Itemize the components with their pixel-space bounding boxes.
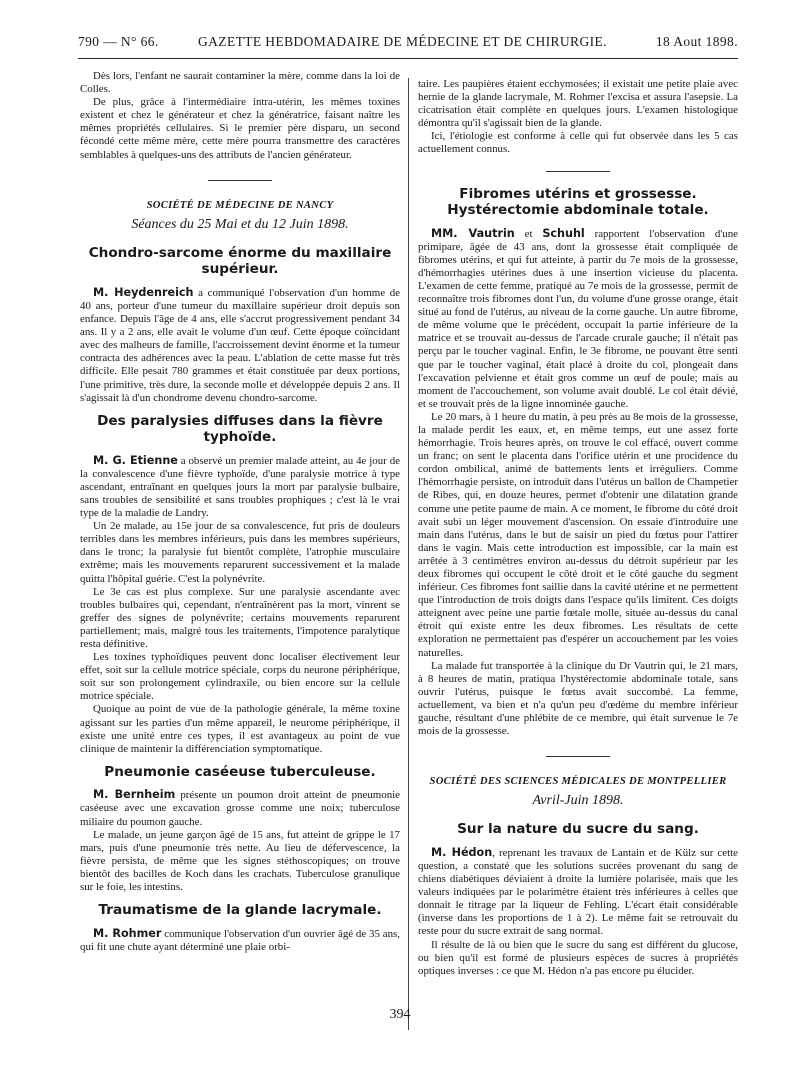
paragraph: Ici, l'étiologie est conforme à celle qui fut observée dans les 5 cas actuellement connus. xyxy=(418,130,738,156)
article-title: Sur la nature du sucre du sang. xyxy=(457,821,699,838)
author-name: M. Heydenreich xyxy=(93,285,194,299)
paragraph: M. Rohmer communique l'observation d'un ouvrier âgé de 35 ans, qui fit une chute ayant déterminé une plaie orbi- xyxy=(80,926,400,953)
left-column xyxy=(80,70,400,954)
author-name: M. Rohmer xyxy=(93,926,162,940)
paragraph: M. Heydenreich a communiqué l'observation d'un homme de 40 ans, porteur d'une tumeur du maxillaire supérieur droit depuis son enfance. Depuis l'âge de 4 ans, elle s'accrut progressivement pendant 34 ans. Il y a 2 ans, elle avait le volume d'un œuf. Cette époque coïncidant avec des malheurs de famille, l'accroissement devint énorme et la tumeur contracta des adhérences avec la peau. L'ablation de cette masse fut très difficile. Elle pesait 780 grammes et était constituée par deux portions, l'une primitive, très dure, la seconde molle et développée depuis 2 ans. Il s'agissait là d'un chondrome devenu chondro-sarcome. xyxy=(80,285,401,404)
paragraph: Le 20 mars, à 1 heure du matin, à peu près au 8e mois de la grossesse, la malade perdit les eaux, et, en même temps, eut une assez forte hémorrhagie. Trois heures après, on trouve le col effacé, ouvert comme un franc; on sent le placenta dans l'orifice utérin et une procidence du cordon ombilical, animé de battements lents et irréguliers. Comme l'hémorrhagie persiste, on introduit dans l'utérus un ballon de Champetier de Ribes, qui, en douze heures, permet d'obtenir une dilatation grande comme une petite paume de main. A ce moment, le fibrome du côté droit avait subi un léger mouvement d'ascension. On essaie d'introduire une main dans l'utérus, dans le but de saisir un pied du fœtus pour l'attirer dans le vagin. Mais cette introduction est impossible, car la main est arrêtée à 3 centimètres environ au-dessus du détroit supérieur par les deux fibromes qui occupent le côté droit et le côté gauche du segment inférieur. Ces fibromes font saillie dans la cavité utérine et ne permettent que l'introduction de trois doigts dans l'espace qu'ils limitent. Ces doigts atteignent avec peine une partie fœtale molle, située au-dessus du canal étroit qui existe entre les deux fibromes. Les résultats de cette exploration ne permettaient pas d'espérer un accouchement par les voies naturelles. xyxy=(418,410,738,659)
author-name: MM. Vautrin xyxy=(431,226,515,240)
paragraph: M. Bernheim présente un poumon droit atteint de pneumonie caséeuse avec une excavation grosse comme une noix; tuberculose miliaire du poumon gauche. xyxy=(80,788,401,828)
paragraph: Un 2e malade, au 15e jour de sa convalescence, fut pris de douleurs terribles dans les membres inférieurs, puis dans les membres supérieurs, dans le tronc; la paralysie fut bientôt complète, l'atrophie musculaire extrême; mais les mouvements reparurent successivement et la malade quitta l'hôpital guérie. C'est la polynévrite. xyxy=(80,520,400,585)
article-title: Traumatisme de la glande lacrymale. xyxy=(98,902,382,919)
article-title: Des paralysies diffuses dans la fièvre typhoïde. xyxy=(97,412,383,446)
paragraph: Quoique au point de vue de la pathologie générale, la même toxine agissant sur les parties d'un même appareil, le neurome périphérique, il existe une unité entre ces types, il est avantageux au point de vue clinique de maintenir la différenciation symptomatique. xyxy=(80,703,400,755)
section-divider xyxy=(546,171,610,172)
running-header xyxy=(78,34,738,54)
article-title: Fibromes utérins et grossesse. Hystérectomie abdominale totale. xyxy=(447,185,709,219)
paragraph: Dès lors, l'enfant ne saurait contaminer la mère, comme dans la loi de Colles. xyxy=(80,70,400,96)
paragraph: Les toxines typhoïdiques peuvent donc localiser électivement leur effet, soit sur la cellule motrice spéciale, corps du neurone périphérique, soit sur son prolongement cylindraxile, ou bien encore sur la cellule motrice spéciale. xyxy=(80,651,400,703)
article-title: Pneumonie caséeuse tuberculeuse. xyxy=(104,763,376,780)
paragraph: M. G. Etienne a observé un premier malade atteint, au 4e jour de la convalescence d'une fièvre typhoïde, d'une paralysie motrice à type ascendant, entraînant en quelques jours la mort par paralysie bulbaire, sans troubles de sensibilité et sans troubles prophiques ; c'est là le vrai type de la maladie de Landry. xyxy=(80,453,400,520)
column-divider xyxy=(408,78,409,1030)
issue-date: 18 Aout 1898. xyxy=(655,34,738,49)
paragraph: Le 3e cas est plus complexe. Sur une paralysie ascendante avec troubles bulbaires qui, cependant, n'entraînèrent pas la mort, vinrent se greffer des signes de polynévrite; certains mouvements reparurent partiellement; mais, malgré tous les traitements, l'impotence paralytique resta définitive. xyxy=(80,585,400,650)
sessions-dateline: Séances du 25 Mai et du 12 Juin 1898. xyxy=(131,216,349,232)
paragraph: Le malade, un jeune garçon âgé de 15 ans, fut atteint de grippe le 17 mars, puis d'une pneumonie très nette. Au lieu de défervescence, la fièvre persista, de même que les signes stéthoscopiques; on trouve bientôt des bacilles de Koch dans les crachats. Tuberculose granulique sur le foie, les intestins. xyxy=(80,828,400,893)
author-name: M. G. Etienne xyxy=(93,453,178,467)
paragraph: De plus, grâce à l'intermédiaire intra-utérin, les mêmes toxines existent et chez le générateur et chez la génératrice, faisant naître les mêmes propriétés cellulaires. Si le premier père disparu, un second fécondé cette même mère, cette mère pourra transmettre des caractères semblables à quelques-uns des attributs de l'ancien générateur. xyxy=(80,96,400,161)
header-rule xyxy=(78,58,738,59)
article-title: Chondro-sarcome énorme du maxillaire supérieur. xyxy=(88,244,392,278)
paragraph: MM. Vautrin et Schuhl rapportent l'observation d'une primipare, âgée de 43 ans, dont la grossesse était compliquée de fibromes utérins, et qui fut atteinte, à partir du 7e mois de la grossesse, d'hémorrhagies utérines dues à une insertion vicieuse du placenta. L'examen de cette femme, pratiqué au 7e mois de la grossesse, permit de reconnaître trois fibromes dont l'un, du volume d'une grosse orange, était situé au fond de l'utérus, au niveau de la corne gauche. Un autre fibrome, de même volume que le précédent, occupait la partie inférieure de la matrice et se trouvait au-dessus de l'arcade crurale gauche; il n'était pas perçu par le toucher vaginal. Enfin, le 3e fibrome, ne pouvant être senti que par le toucher vaginal, était placé à droite du col, plongeait dans l'excavation pelvienne et était gros comme un œuf de poule; mais au moment de l'accouchement, son volume avait doublé. Le col était dévié, et se trouvait près de la ligne innominée gauche. xyxy=(418,226,738,410)
author-name: M. Bernheim xyxy=(93,788,176,802)
paragraph: La malade fut transportée à la clinique du Dr Vautrin qui, le 21 mars, à 8 heures de matin, pratiqua l'hystérectomie abdominale totale, sans ouvrir l'utérus, puisque le fœtus avait succombé. La femme, actuellement, va bien et n'a qu'un peu d'œdème du membre inférieur gauche, résultant d'une phlébite de ce membre, qui était survenue le 7e mois de la grossesse. xyxy=(418,659,738,738)
page-number-header: 790 — N° 66. xyxy=(78,34,159,49)
journal-title: GAZETTE HEBDOMADAIRE DE MÉDECINE ET DE CHIRURGIE. xyxy=(198,34,607,49)
society-heading: SOCIÉTÉ DES SCIENCES MÉDICALES DE MONTPELLIER xyxy=(429,776,727,788)
society-heading: SOCIÉTÉ DE MÉDECINE DE NANCY xyxy=(146,199,334,211)
paragraph: Il résulte de là ou bien que le sucre du sang est différent du glucose, ou bien qu'il est formé de plusieurs espèces de sucres à propriétés optiques inverses : ce que M. Hédon n'a pas encore pu élucider. xyxy=(418,938,738,977)
paragraph: M. Hédon, reprenant les travaux de Lantain et de Külz sur cette question, a constaté que les solutions sucrées provenant du sang de chiens diabétiques déviaient à droite la lumière polarisée, mais que les valeurs indiquées par le polarimètre étaient très inférieures à celles que donnait le titrage par la liqueur de Fehling. L'écart était considérable (inverse dans les proportions de 1 à 2). Le même fait se retrouvait du reste pour du sucre extrait de sang normal. xyxy=(418,845,738,938)
right-column xyxy=(418,78,738,978)
section-divider xyxy=(546,756,610,757)
author-name: M. Hédon xyxy=(431,845,493,859)
section-divider xyxy=(208,180,272,181)
author-name: Schuhl xyxy=(542,226,585,240)
sessions-dateline: Avril-Juin 1898. xyxy=(532,793,624,809)
paragraph: taire. Les paupières étaient ecchymosées; il existait une petite plaie avec hernie de la glande lacrymale, M. Rohmer l'excisa et assura l'asepsie. La cicatrisation était complète en quelques jours. L'examen histologique démontra qu'il s'agissait bien de la glande. xyxy=(418,78,738,130)
page-number-footer: 394 xyxy=(389,1007,411,1022)
